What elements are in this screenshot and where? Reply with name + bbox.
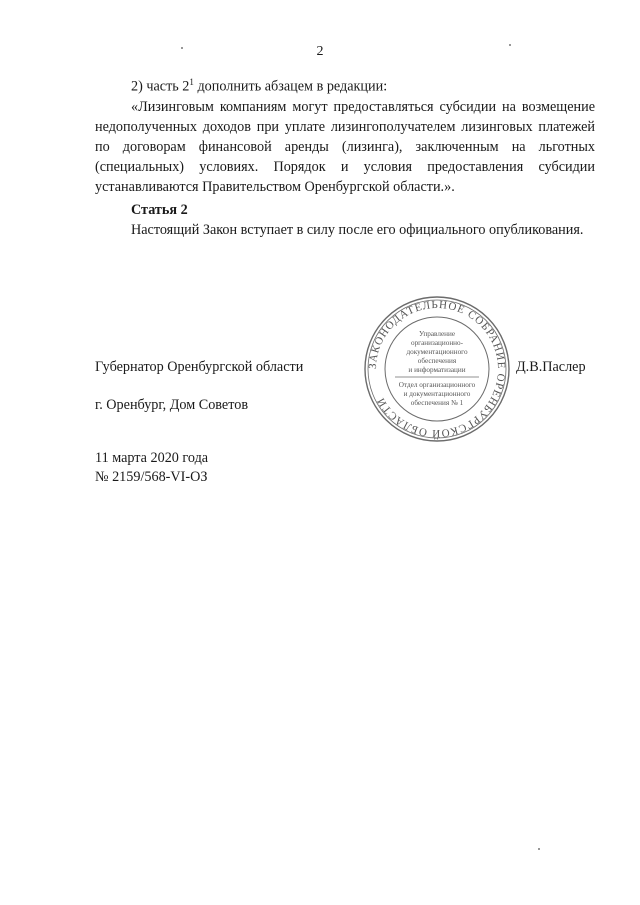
seal-department-line: Отдел организационного [398, 381, 476, 389]
item-tail: дополнить абзацем в редакции: [193, 78, 388, 95]
page-number: 2 [316, 44, 324, 59]
law-number: № 2159/568-VI-ОЗ [95, 469, 208, 485]
article-2-text: Настоящий Закон вступает в силу после его официального опубликования. [131, 222, 584, 238]
item-lead: 2) часть 2 [131, 78, 190, 95]
governor-title: Губернатор Оренбургской области [95, 359, 304, 375]
seal-inner-line: Управление [418, 330, 456, 338]
item-superscript: 1 [189, 77, 194, 87]
seal-inner-line: документационного [406, 348, 468, 356]
article-2-block [95, 200, 595, 240]
amendment-item [95, 72, 595, 97]
seal-inner-line: обеспечения [417, 357, 457, 365]
governor-name: Д.В.Паслер [516, 359, 586, 375]
signing-place: г. Оренбург, Дом Советов [95, 397, 249, 413]
official-seal [362, 294, 512, 444]
amendment-quote: «Лизинговым компаниям могут предоставляться субсидии на возмещение недополученных доходов при уплате лизингополучателем лизинговых платежей по договорам финансовой аренды (лизинга), заключенным на льготных (специальных) условиях. Порядок и условия предоставления субсидии устанавливаются Правительством Оренбургской области.». [95, 98, 595, 195]
seal-graphic [362, 294, 512, 444]
seal-inner-line: и информатизации [408, 366, 466, 374]
scan-speck [181, 47, 183, 49]
seal-department-line: обеспечения № 1 [410, 399, 464, 407]
scan-speck [509, 44, 511, 46]
seal-ring-text: ЗАКОНОДАТЕЛЬНОЕ СОБРАНИЕ ОРЕНБУРГСКОЙ ОБЛАСТИ [366, 298, 508, 440]
scan-speck [538, 848, 540, 850]
seal-inner-line: организационно- [410, 339, 464, 347]
signing-date: 11 марта 2020 года [95, 450, 209, 466]
seal-department-line: и документационного [403, 390, 471, 398]
article-2-heading: Статья 2 [131, 202, 188, 218]
amendment-block [95, 72, 595, 197]
